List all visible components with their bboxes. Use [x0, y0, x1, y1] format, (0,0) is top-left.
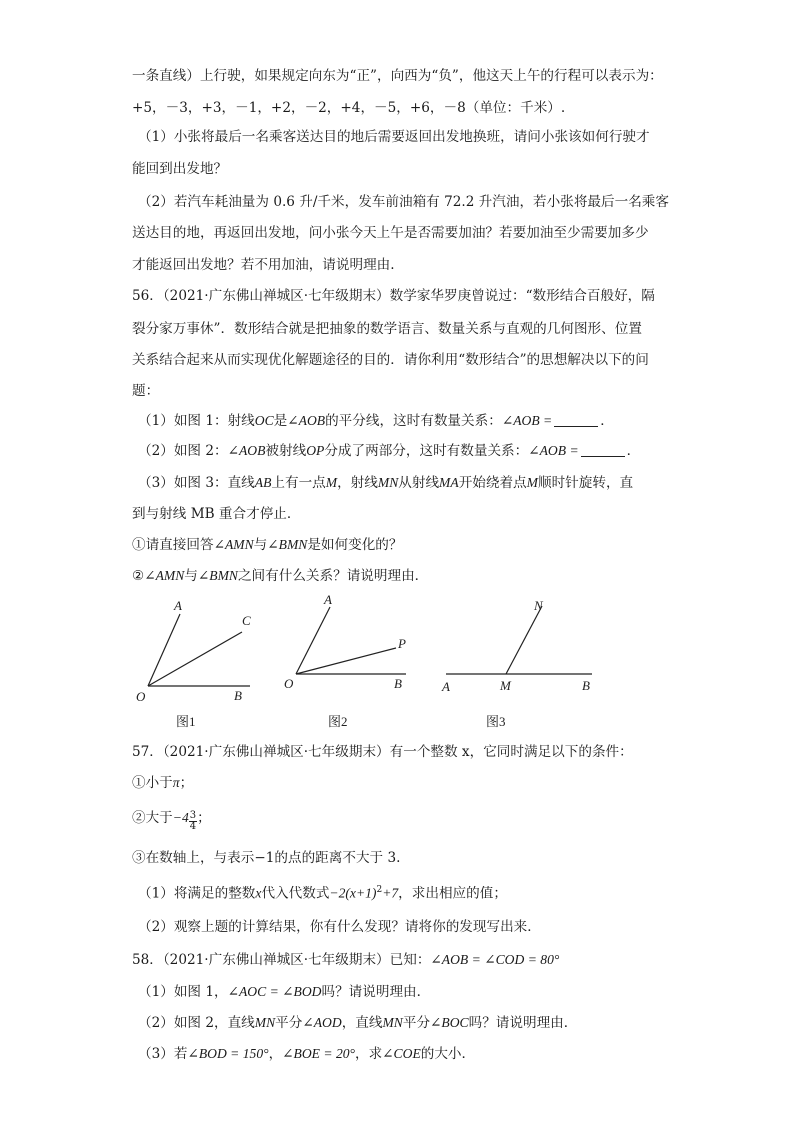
answer-blank: [554, 412, 598, 427]
text-line: +5，－3，+3，－1，+2，－2，+4，－5，+6，－8（单位：千米）.: [132, 100, 566, 116]
fig3-label-a: A: [442, 679, 450, 694]
text-line: （2）观察上题的计算结果，你有什么发现？请将你的发现写出来．: [138, 919, 541, 935]
fig2-label-o: O: [284, 676, 294, 691]
text-line: ①请直接回答∠AMN与∠BMN是如何变化的？: [132, 537, 403, 553]
fig3-caption: 图3: [486, 714, 506, 729]
geometry-figures: [130, 590, 610, 735]
text-line: （1）将满足的整数x代入代数式$-2(x+1)^2+7$，求出相应的值；: [138, 885, 507, 902]
fig2-caption: 图2: [328, 714, 348, 729]
answer-blank: [581, 442, 625, 457]
fig1-label-a: A: [174, 598, 182, 613]
text-line: （3）若∠BOD = 150°，∠BOE = 20°，求∠COE的大小．: [138, 1046, 476, 1062]
text-line: 到与射线 MB 重合才停止．: [132, 506, 301, 522]
text-line: （2）如图 2：∠AOB被射线OP分成了两部分，这时有数量关系：∠AOB = ．: [138, 443, 641, 459]
question-57-header: 57．（2021·广东佛山禅城区·七年级期末）有一个整数 x，它同时满足以下的条件：: [132, 744, 633, 760]
fig3-label-n: N: [534, 598, 543, 613]
fig2-label-p: P: [398, 636, 406, 651]
text-line: ②大于−4 $\frac{3}{4}$ ；: [132, 810, 211, 832]
fig3-label-m: M: [500, 678, 511, 693]
question-56-header: 56．（2021·广东佛山禅城区·七年级期末）数学家华罗庚曾说过：“数形结合百般好，隔: [132, 288, 655, 304]
fig1-label-b: B: [234, 688, 242, 703]
question-58-header: 58．（2021·广东佛山禅城区·七年级期末）已知：∠AOB = ∠COD = 80°: [132, 952, 560, 968]
figure-1: [136, 598, 251, 729]
fig2-label-b: B: [394, 676, 402, 691]
text-line: 送达目的地，再返回出发地，问小张今天上午是否需要加油？若要加油至少需要加多少: [132, 225, 649, 241]
text-line: （2）若汽车耗油量为 0.6 升/千米，发车前油箱有 72.2 升汽油，若小张将最后一名乘客: [138, 194, 669, 210]
fig1-caption: 图1: [176, 714, 196, 729]
text-line: （1）如图 1，∠AOC = ∠BOD吗？请说明理由．: [138, 984, 431, 1000]
figure-3: [441, 598, 592, 729]
text-line: 题：: [132, 383, 160, 399]
text-line: ③在数轴上，与表示−1的点的距离不大于 3.: [132, 850, 401, 866]
text-line: 关系结合起来从而实现优化解题途径的目的．请你利用“数形结合”的思想解决以下的问: [132, 352, 649, 368]
text-line: （1）小张将最后一名乘客送达目的地后需要返回出发地换班，请问小张该如何行驶才: [138, 129, 650, 145]
text-line: ①小于π；: [132, 775, 194, 791]
fig1-label-o: O: [136, 689, 146, 704]
text-line: 能回到出发地？: [132, 161, 228, 177]
figure-2: [284, 592, 406, 729]
text-line: ②∠AMN与∠BMN之间有什么关系？请说明理由．: [132, 568, 429, 584]
fig2-label-a: A: [324, 592, 332, 607]
fig1-label-c: C: [242, 613, 251, 628]
text-line: （1）如图 1：射线OC是∠AOB的平分线，这时有数量关系：∠AOB = ．: [138, 413, 614, 429]
text-line: 才能返回出发地？若不用加油，请说明理由.: [132, 257, 395, 273]
text-line: （3）如图 3：直线AB上有一点M，射线MN从射线MA开始绕着点M顺时针旋转，直: [138, 475, 634, 491]
text-line: 裂分家万事休”．数形结合就是把抽象的数学语言、数量关系与直观的几何图形、位置: [132, 321, 642, 337]
fig3-label-b: B: [582, 678, 590, 693]
text-line: 一条直线）上行驶，如果规定向东为“正”，向西为“负”，他这天上午的行程可以表示为：: [132, 68, 663, 84]
text-line: （2）如图 2，直线MN平分∠AOD，直线MN平分∠BOC吗？请说明理由．: [138, 1015, 578, 1031]
fraction: $\frac{3}{4}$: [189, 810, 197, 832]
